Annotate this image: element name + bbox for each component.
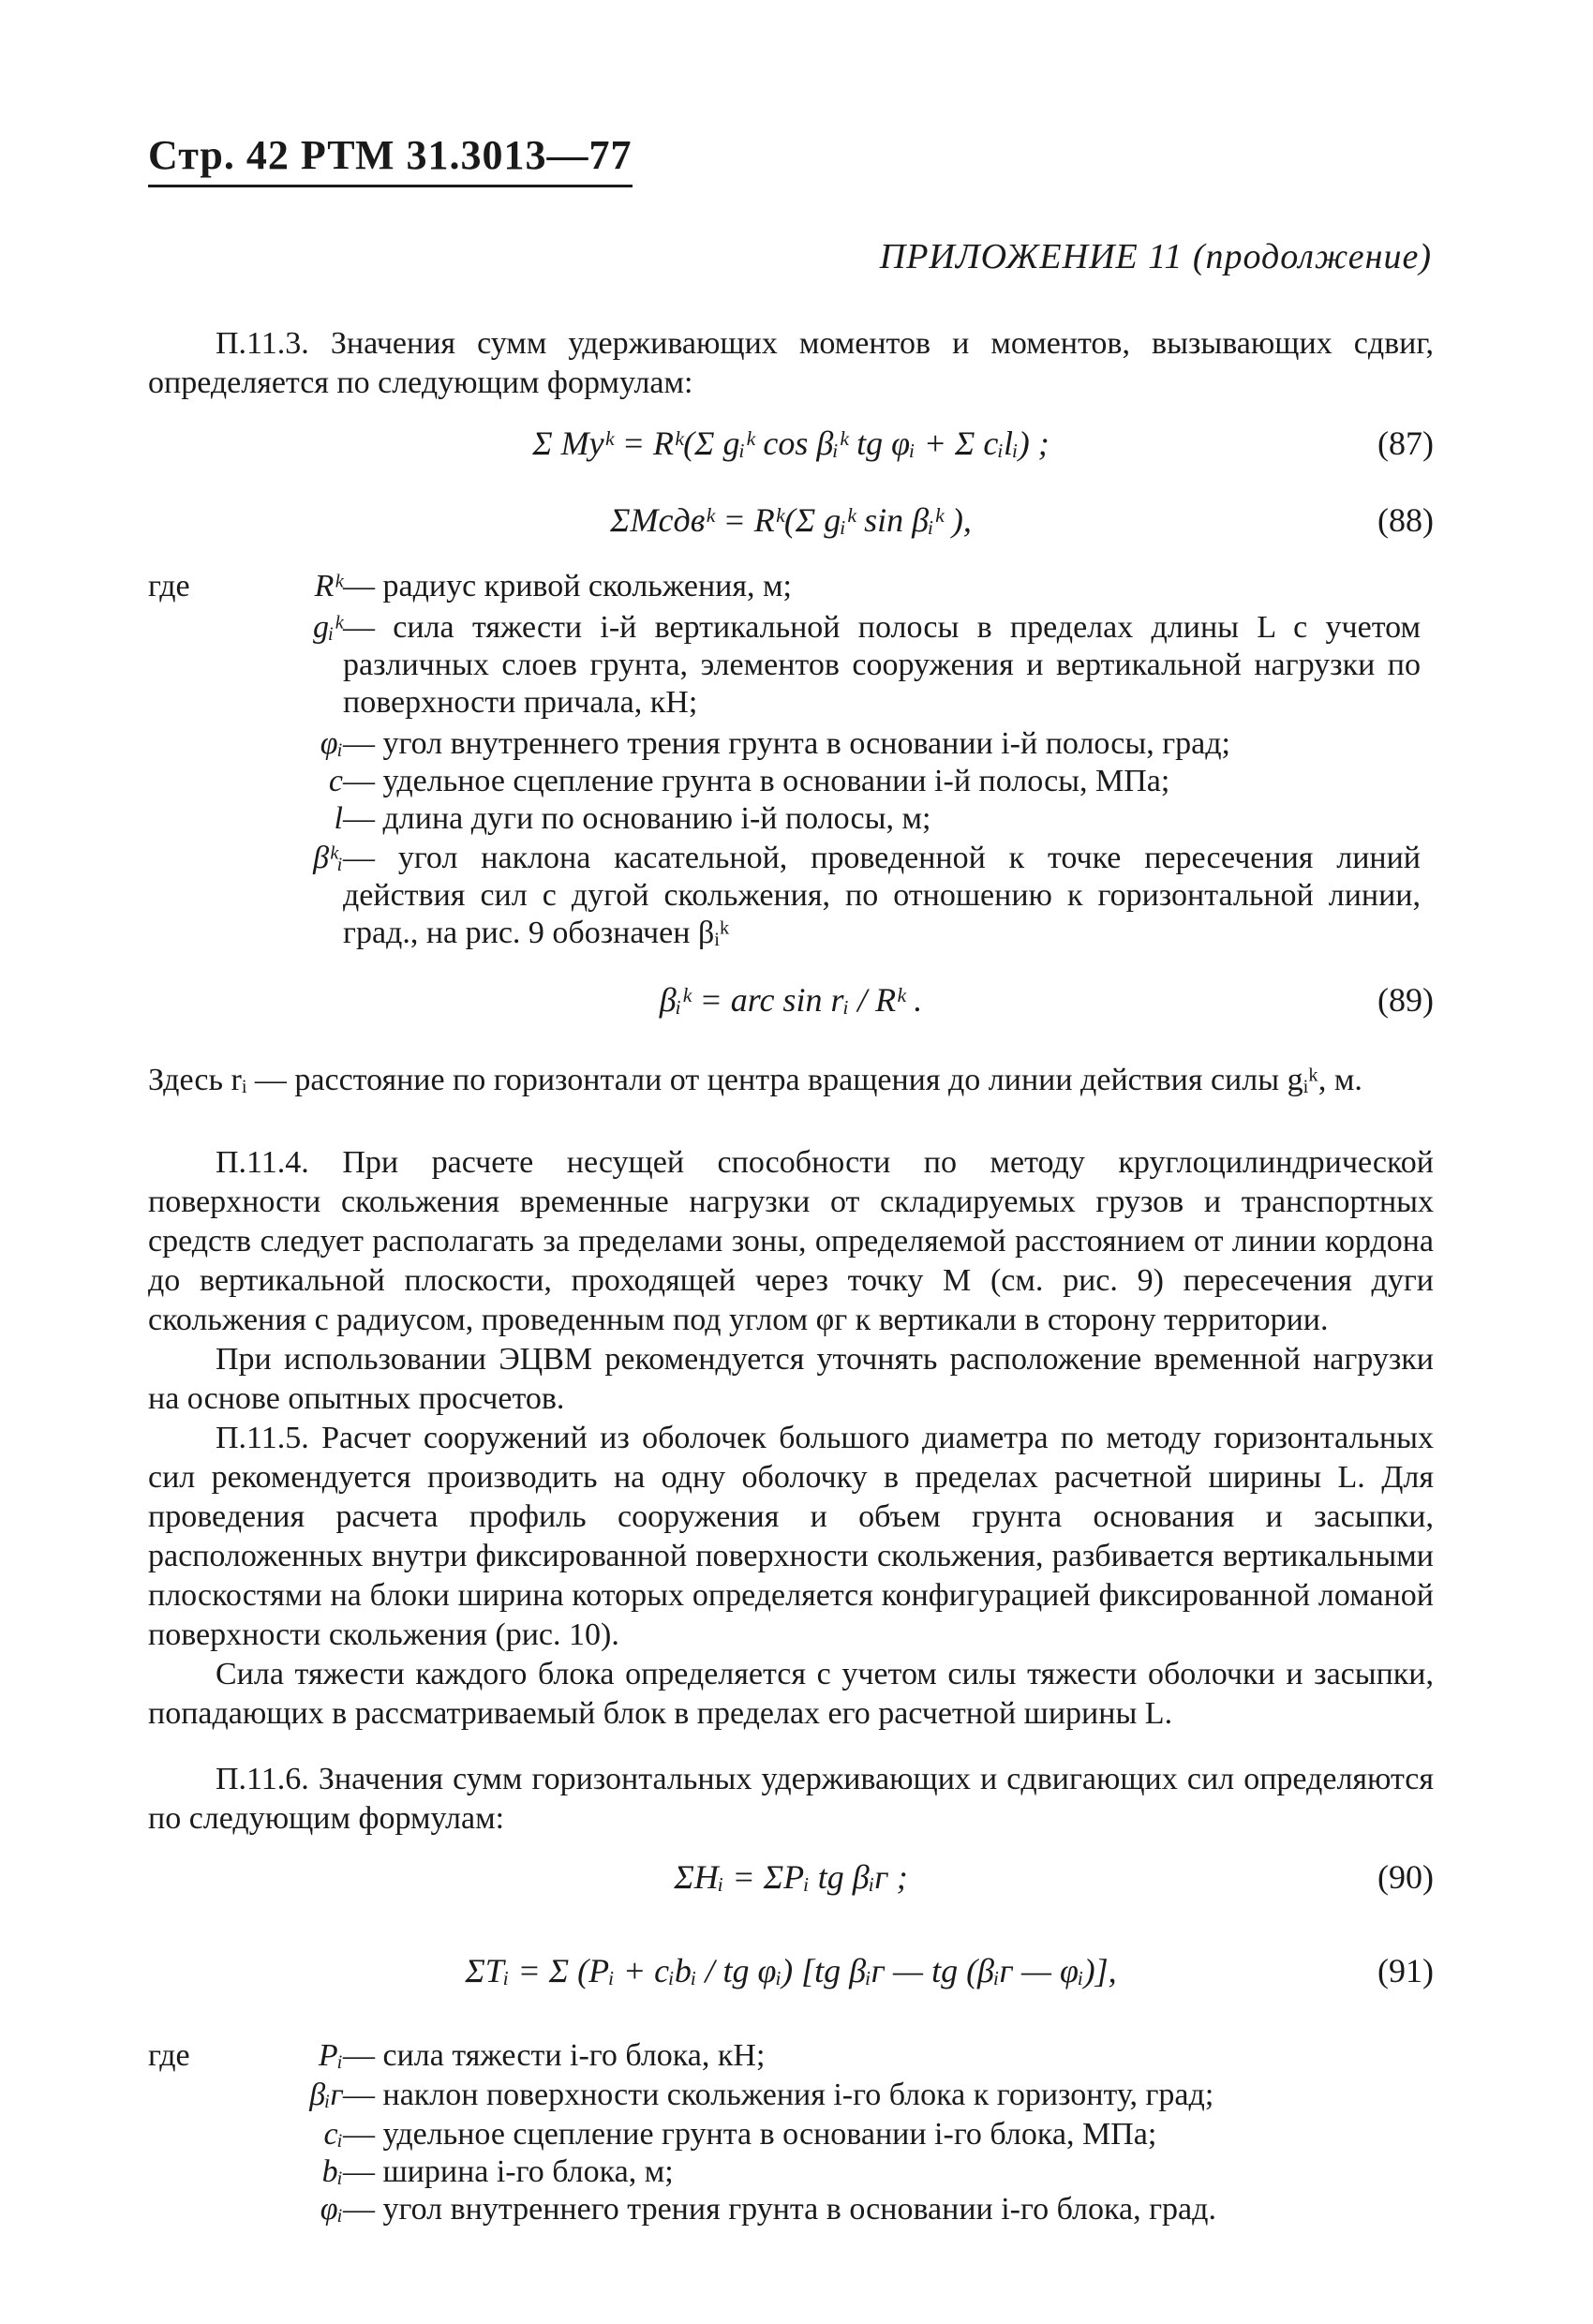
definition-row [253, 840, 1434, 952]
formula-87 [148, 424, 1434, 480]
definition-symbol: c [328, 764, 343, 798]
definition-text: — сила тяжести i-го блока, кН; [343, 2038, 766, 2073]
where-label: где [148, 569, 190, 603]
formula-89-expression: βᵢᵏ = arc sin rᵢ / Rᵏ . [659, 981, 923, 1019]
definition-text: — ширина i-го блока, м; [343, 2154, 674, 2189]
definition-row [253, 609, 1434, 722]
running-head: Стр. 42 РТМ 31.3013—77 [148, 131, 633, 187]
definition-row [253, 800, 1434, 838]
here-note: Здесь rᵢ — расстояние по горизонтали от центра вращения до линии действия силы gᵢᵏ, м. [148, 1063, 1362, 1097]
definition-row [253, 725, 1434, 763]
definition-symbol: Pᵢ [318, 2038, 343, 2073]
where-label: где [148, 2038, 190, 2073]
formula-90 [148, 1857, 1434, 1914]
paragraph-11-5-continued: Сила тяжести каждого блока определяется с учетом силы тяжести оболочки и засыпки, попадающих в рассматриваемый блок в пределах его расчетной ширины L. [148, 1657, 1434, 1731]
definition-text: — удельное сцепление грунта в основании i-го блока, МПа; [343, 2117, 1157, 2152]
definitions-11-3 [148, 568, 1434, 961]
formula-89-number: (89) [1377, 981, 1434, 1019]
formula-90-number: (90) [1377, 1858, 1434, 1896]
definition-row [253, 568, 1434, 605]
formula-91-expression: ΣTᵢ = Σ (Pᵢ + cᵢbᵢ / tg φᵢ) [tg βᵢᴦ — tg (βᵢᴦ — φᵢ)], [465, 1952, 1117, 1989]
formula-91 [148, 1951, 1434, 2007]
definition-symbol: φᵢ [320, 726, 343, 761]
definition-symbol: bᵢ [321, 2154, 343, 2189]
definition-text: — угол внутреннего трения грунта в основании i-й полосы, град; [343, 726, 1230, 761]
paragraph-11-4: П.11.4. При расчете несущей способности по методу круглоцилиндрической поверхности скольжения временные нагрузки от складируемых грузов и транспортных средств следует располагать за пределами зоны, определяемой расстоянием от линии кордона до вертикальной плоскости, проходящей через точку M (см. рис. 9) пересечения дуги скольжения с радиусом, проведенным под углом φг к вертикали в сторону территории. [148, 1145, 1434, 1337]
definition-row [253, 2116, 1434, 2153]
formula-89 [148, 980, 1434, 1036]
paragraph-11-6-intro: П.11.6. Значения сумм горизонтальных удерживающих и сдвигающих сил определяются по следующим формулам: [148, 1762, 1434, 1836]
definition-symbol: βᵏᵢ [313, 841, 343, 875]
formula-87-number: (87) [1377, 425, 1434, 462]
definition-text: — длина дуги по основанию i-й полосы, м; [343, 801, 931, 836]
paragraph-11-5: П.11.5. Расчет сооружений из оболочек большого диаметра по методу горизонтальных сил рекомендуется производить на одну оболочку в пределах расчетной ширины L. Для проведения расчета профиль сооружения и объем грунта основания и засыпки, расположенных внутри фиксированной поверхности скольжения, разбивается вертикальными плоскостями на блоки ширина которых определяется конфигурацией фиксированной ломаной поверхности скольжения (рис. 10). [148, 1421, 1434, 1652]
definition-symbol: φᵢ [320, 2192, 343, 2227]
definition-symbol: Rᵏ [314, 569, 343, 603]
definition-row [253, 2037, 1434, 2075]
definition-text: — угол наклона касательной, проведенной к точке пересечения линий действия сил с дугой скольжения, по отношению к горизонтальной линии, град., на рис. 9 обозначен βᵢᵏ [343, 841, 1421, 950]
definition-row [253, 763, 1434, 800]
definition-row [253, 2191, 1434, 2228]
definition-text: — угол внутреннего трения грунта в основании i-го блока, град. [343, 2192, 1216, 2227]
formula-91-number: (91) [1377, 1952, 1434, 1989]
definition-row [253, 2077, 1434, 2114]
definition-symbol: cᵢ [323, 2117, 343, 2152]
formula-87-expression: Σ Mуᵏ = Rᵏ(Σ gᵢᵏ cos βᵢᵏ tg φᵢ + Σ cᵢlᵢ) ; [532, 425, 1050, 462]
formula-88 [148, 500, 1434, 557]
formula-88-expression: ΣMсдвᵏ = Rᵏ(Σ gᵢᵏ sin βᵢᵏ ), [610, 501, 972, 539]
definition-row [253, 2153, 1434, 2191]
definition-symbol: l [334, 801, 343, 836]
paragraph-11-4-continued: При использовании ЭЦВМ рекомендуется уточнять расположение временной нагрузки на основе опытных просчетов. [148, 1342, 1434, 1416]
definition-text: — радиус кривой скольжения, м; [343, 569, 792, 603]
appendix-label: ПРИЛОЖЕНИЕ 11 (продолжение) [879, 237, 1432, 276]
paragraph-11-3-intro: П.11.3. Значения сумм удерживающих моментов и моментов, вызывающих сдвиг, определяется по следующим формулам: [148, 326, 1434, 400]
definition-text: — наклон поверхности скольжения i-го блока к горизонту, град; [343, 2078, 1214, 2112]
definition-symbol: gᵢᵏ [313, 610, 343, 645]
definition-text: — сила тяжести i-й вертикальной полосы в пределах длины L с учетом различных слоев грунта, элементов сооружения и вертикальной нагрузки по поверхности причала, кН; [343, 610, 1421, 720]
formula-90-expression: ΣHᵢ = ΣPᵢ tg βᵢᴦ ; [674, 1858, 908, 1896]
definition-symbol: βᵢᴦ [309, 2078, 343, 2112]
formula-88-number: (88) [1377, 501, 1434, 539]
definition-text: — удельное сцепление грунта в основании i-й полосы, МПа; [343, 764, 1170, 798]
definitions-11-6 [148, 2037, 1434, 2243]
